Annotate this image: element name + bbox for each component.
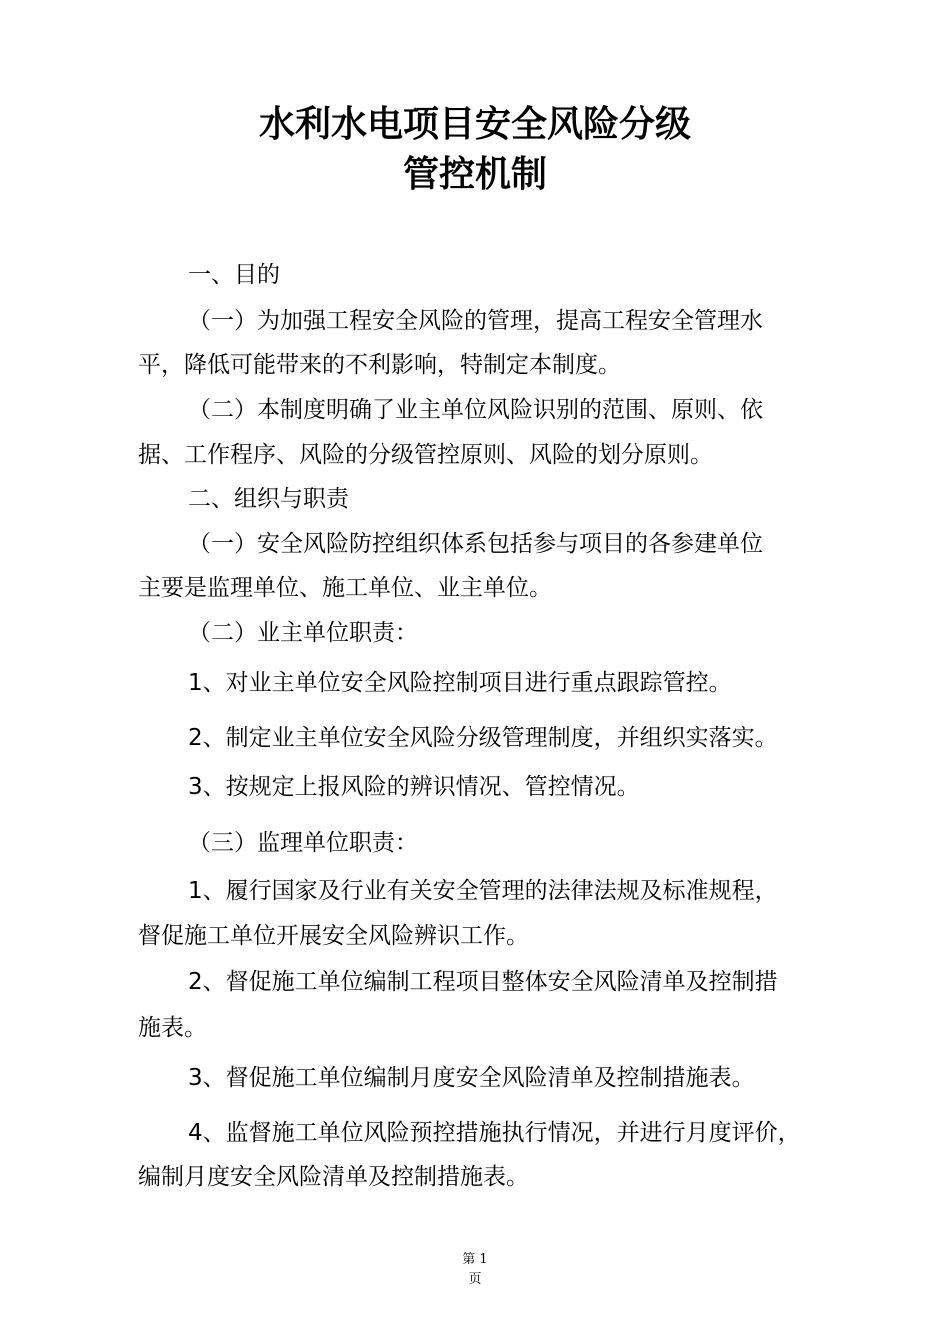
list-item: 3、督促施工单位编制月度安全风险清单及控制措施表。 [188,1065,755,1091]
list-item: 1、履行国家及行业有关安全管理的法律法规及标准规程， [188,878,778,904]
paragraph-line: （一）安全风险防控组织体系包括参与项目的各参建单位 [188,531,763,557]
paragraph-line: 主要是监理单位、施工单位、业主单位。 [138,575,552,601]
page-number-line-1: 第 1 [462,1252,488,1267]
paragraph-line: 据、工作程序、风险的分级管控原则、风险的划分原则。 [138,442,713,468]
list-item: 3、按规定上报风险的辨识情况、管控情况。 [188,774,640,800]
list-item: 4、监督施工单位风险预控措施执行情况，并进行月度评价， [188,1120,801,1146]
paragraph-line: 编制月度安全风险清单及控制措施表。 [138,1164,529,1190]
subsection-heading-supervisor: （三）监理单位职责： [188,830,418,856]
title-line-1: 水利水电项目安全风险分级 [258,104,691,145]
paragraph-line: 平，降低可能带来的不利影响，特制定本制度。 [138,352,621,378]
page-number-line-2: 页 [468,1272,482,1287]
paragraph-line: （一）为加强工程安全风险的管理，提高工程安全管理水 [188,308,763,334]
subsection-heading-owner: （二）业主单位职责： [188,620,418,646]
paragraph-line: 施表。 [138,1015,207,1041]
section-heading-organization: 二、组织与职责 [188,486,349,512]
list-item: 2、督促施工单位编制工程项目整体安全风险清单及控制措 [188,969,778,995]
paragraph-line: 督促施工单位开展安全风险辨识工作。 [138,923,529,949]
list-item: 2、制定业主单位安全风险分级管理制度，并组织实落实。 [188,725,778,751]
paragraph-line: （二）本制度明确了业主单位风险识别的范围、原则、依 [188,397,763,423]
document-title [0,100,950,200]
title-line-2: 管控机制 [402,154,547,195]
list-item: 1、对业主单位安全风险控制项目进行重点跟踪管控。 [188,670,732,696]
page-number [0,1250,950,1290]
section-heading-purpose: 一、目的 [188,262,280,288]
